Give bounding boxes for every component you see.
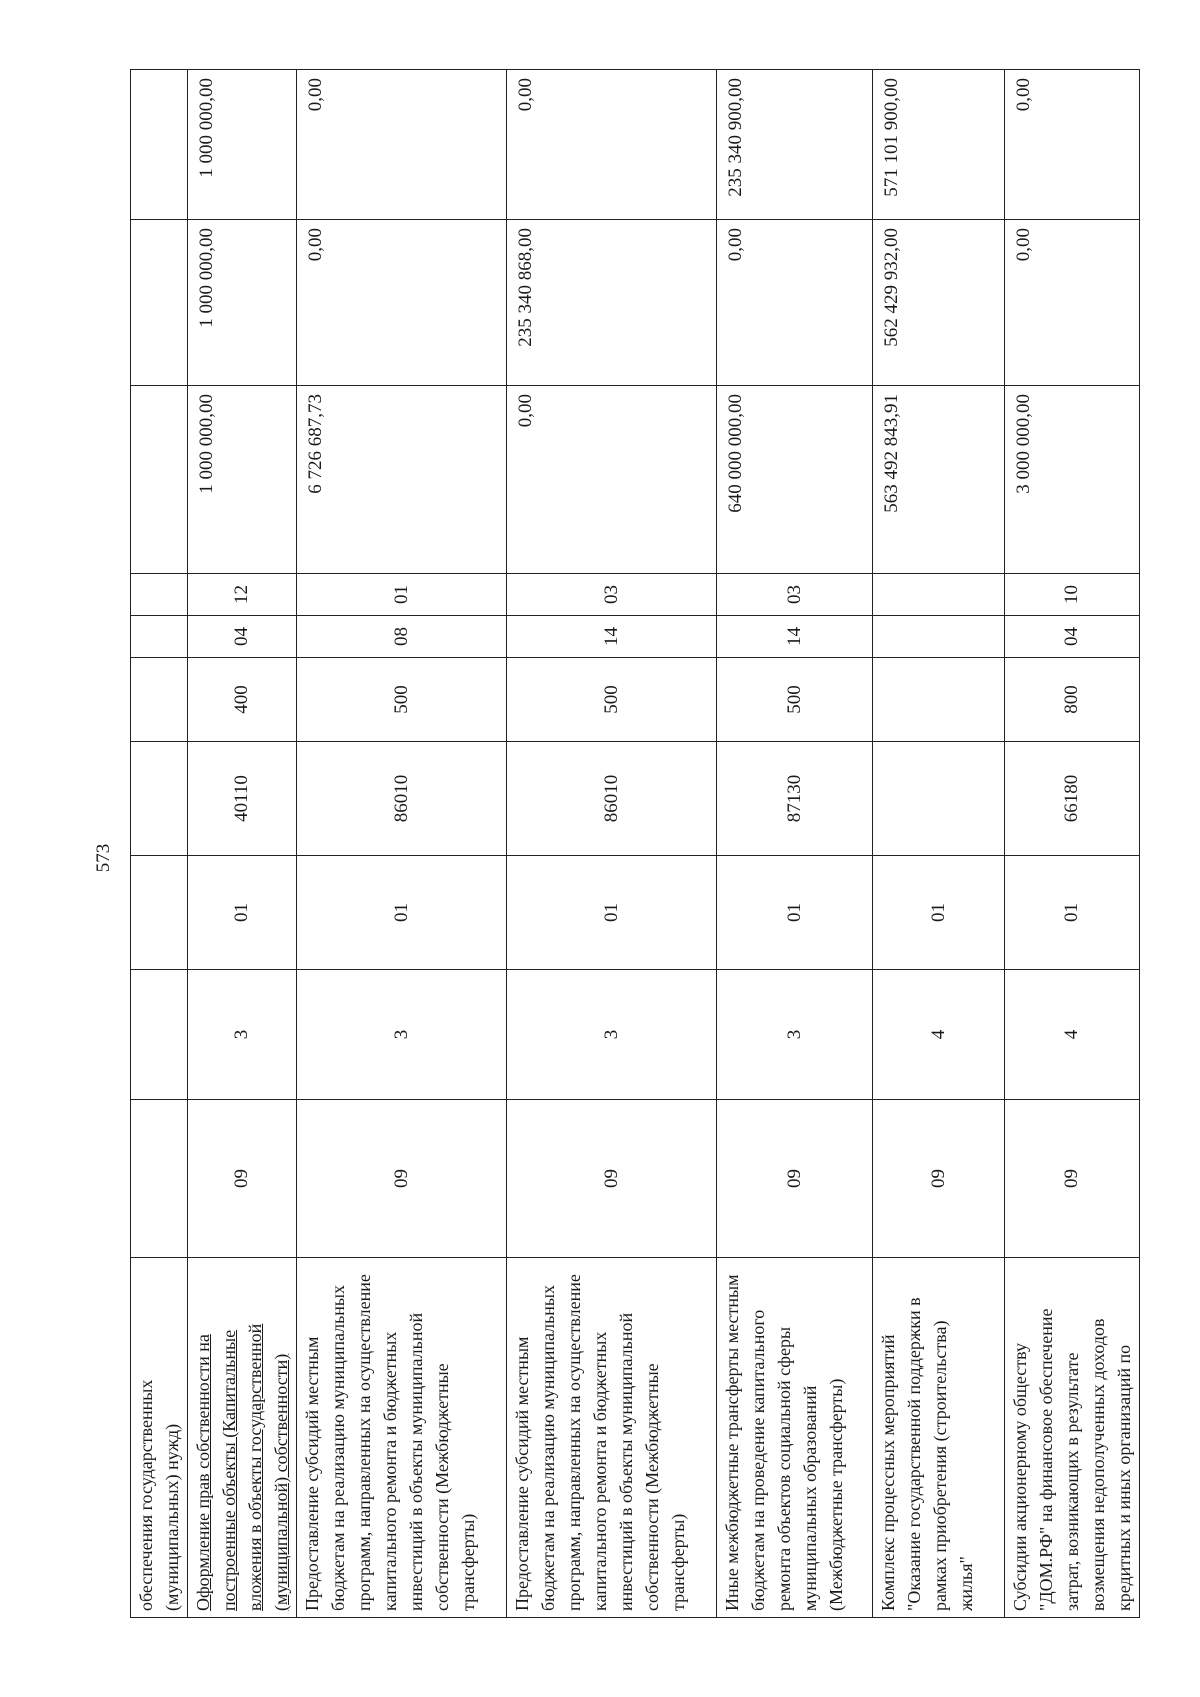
subprogram-code: 4 bbox=[873, 970, 1005, 1100]
event-code: 01 bbox=[188, 856, 297, 970]
amount-year-1: 563 492 843,91 bbox=[873, 386, 1005, 574]
expense-type: 400 bbox=[188, 658, 297, 742]
section-code: 08 bbox=[297, 616, 507, 658]
direction-code: 66180 bbox=[1005, 742, 1140, 856]
subsection-code: 01 bbox=[297, 574, 507, 616]
rotated-table-container bbox=[130, 70, 1134, 1618]
table-row bbox=[717, 70, 873, 1618]
expense-type: 500 bbox=[297, 658, 507, 742]
subprogram-code: 3 bbox=[717, 970, 873, 1100]
expense-type: 500 bbox=[717, 658, 873, 742]
subsection-code: 03 bbox=[507, 574, 717, 616]
direction-code bbox=[873, 742, 1005, 856]
row-name: Оформление прав собственности на построенные объекты (Капитальные вложения в объекты государственной (муниципальной) собственности) bbox=[188, 1258, 297, 1618]
section-code: 14 bbox=[507, 616, 717, 658]
amount-year-3: 1 000 000,00 bbox=[188, 70, 297, 220]
direction-code: 86010 bbox=[507, 742, 717, 856]
amount-year-1: 6 726 687,73 bbox=[297, 386, 507, 574]
program-code: 09 bbox=[1005, 1100, 1140, 1258]
expense-type bbox=[873, 658, 1005, 742]
program-code bbox=[131, 1100, 188, 1258]
program-code: 09 bbox=[297, 1100, 507, 1258]
subprogram-code bbox=[131, 970, 188, 1100]
amount-year-1: 640 000 000,00 bbox=[717, 386, 873, 574]
section-code: 04 bbox=[188, 616, 297, 658]
amount-year-3: 571 101 900,00 bbox=[873, 70, 1005, 220]
amount-year-1: 1 000 000,00 bbox=[188, 386, 297, 574]
page-number: 573 bbox=[93, 843, 114, 873]
event-code: 01 bbox=[297, 856, 507, 970]
row-name: Субсидии акционерному обществу "ДОМ.РФ" на финансовое обеспечение затрат, возникающих в результате возмещения недополученных доходов кредитных и иных организаций по bbox=[1005, 1258, 1140, 1618]
program-code: 09 bbox=[717, 1100, 873, 1258]
subsection-code: 03 bbox=[717, 574, 873, 616]
section-code bbox=[873, 616, 1005, 658]
section-code: 14 bbox=[717, 616, 873, 658]
row-name: Предоставление субсидий местным бюджетам на реализацию муниципальных программ, направленных на осуществление капитального ремонта и бюджетных инвестиций в объекты муниципальной собственности (Межбюджетные трансферты) bbox=[297, 1258, 507, 1618]
row-name: Предоставление субсидий местным бюджетам на реализацию муниципальных программ, направленных на осуществление капитального ремонта и бюджетных инвестиций в объекты муниципальной собственности (Межбюджетные трансферты) bbox=[507, 1258, 717, 1618]
amount-year-2: 235 340 868,00 bbox=[507, 220, 717, 386]
amount-year-1: 0,00 bbox=[507, 386, 717, 574]
section-code bbox=[131, 616, 188, 658]
amount-year-2: 0,00 bbox=[717, 220, 873, 386]
expense-type: 800 bbox=[1005, 658, 1140, 742]
table-row bbox=[131, 70, 188, 1618]
subprogram-code: 4 bbox=[1005, 970, 1140, 1100]
amount-year-3: 0,00 bbox=[507, 70, 717, 220]
event-code: 01 bbox=[507, 856, 717, 970]
subsection-code bbox=[873, 574, 1005, 616]
program-code: 09 bbox=[507, 1100, 717, 1258]
event-code: 01 bbox=[717, 856, 873, 970]
program-code: 09 bbox=[873, 1100, 1005, 1258]
row-name: Комплекс процессных мероприятий "Оказание государственной поддержки в рамках приобретения (строительства) жилья" bbox=[873, 1258, 1005, 1618]
direction-code: 87130 bbox=[717, 742, 873, 856]
subsection-code bbox=[131, 574, 188, 616]
amount-year-3: 235 340 900,00 bbox=[717, 70, 873, 220]
expense-type: 500 bbox=[507, 658, 717, 742]
subsection-code: 12 bbox=[188, 574, 297, 616]
event-code bbox=[131, 856, 188, 970]
subprogram-code: 3 bbox=[507, 970, 717, 1100]
table-row bbox=[507, 70, 717, 1618]
amount-year-2 bbox=[131, 220, 188, 386]
budget-table bbox=[130, 69, 1140, 1618]
amount-year-2: 1 000 000,00 bbox=[188, 220, 297, 386]
amount-year-3: 0,00 bbox=[1005, 70, 1140, 220]
row-name: Иные межбюджетные трансферты местным бюджетам на проведение капитального ремонта объектов социальной сферы муниципальных образований (Межбюджетные трансферты) bbox=[717, 1258, 873, 1618]
subsection-code: 10 bbox=[1005, 574, 1140, 616]
program-code: 09 bbox=[188, 1100, 297, 1258]
direction-code: 40110 bbox=[188, 742, 297, 856]
subprogram-code: 3 bbox=[188, 970, 297, 1100]
amount-year-2: 562 429 932,00 bbox=[873, 220, 1005, 386]
table-row bbox=[1005, 70, 1140, 1618]
amount-year-3 bbox=[131, 70, 188, 220]
amount-year-2: 0,00 bbox=[297, 220, 507, 386]
row-name: обеспечения государственных (муниципальных) нужд) bbox=[131, 1258, 188, 1618]
event-code: 01 bbox=[1005, 856, 1140, 970]
amount-year-1: 3 000 000,00 bbox=[1005, 386, 1140, 574]
table-row bbox=[297, 70, 507, 1618]
amount-year-1 bbox=[131, 386, 188, 574]
amount-year-2: 0,00 bbox=[1005, 220, 1140, 386]
expense-type bbox=[131, 658, 188, 742]
direction-code: 86010 bbox=[297, 742, 507, 856]
amount-year-3: 0,00 bbox=[297, 70, 507, 220]
direction-code bbox=[131, 742, 188, 856]
table-row bbox=[188, 70, 297, 1618]
subprogram-code: 3 bbox=[297, 970, 507, 1100]
section-code: 04 bbox=[1005, 616, 1140, 658]
table-row bbox=[873, 70, 1005, 1618]
event-code: 01 bbox=[873, 856, 1005, 970]
